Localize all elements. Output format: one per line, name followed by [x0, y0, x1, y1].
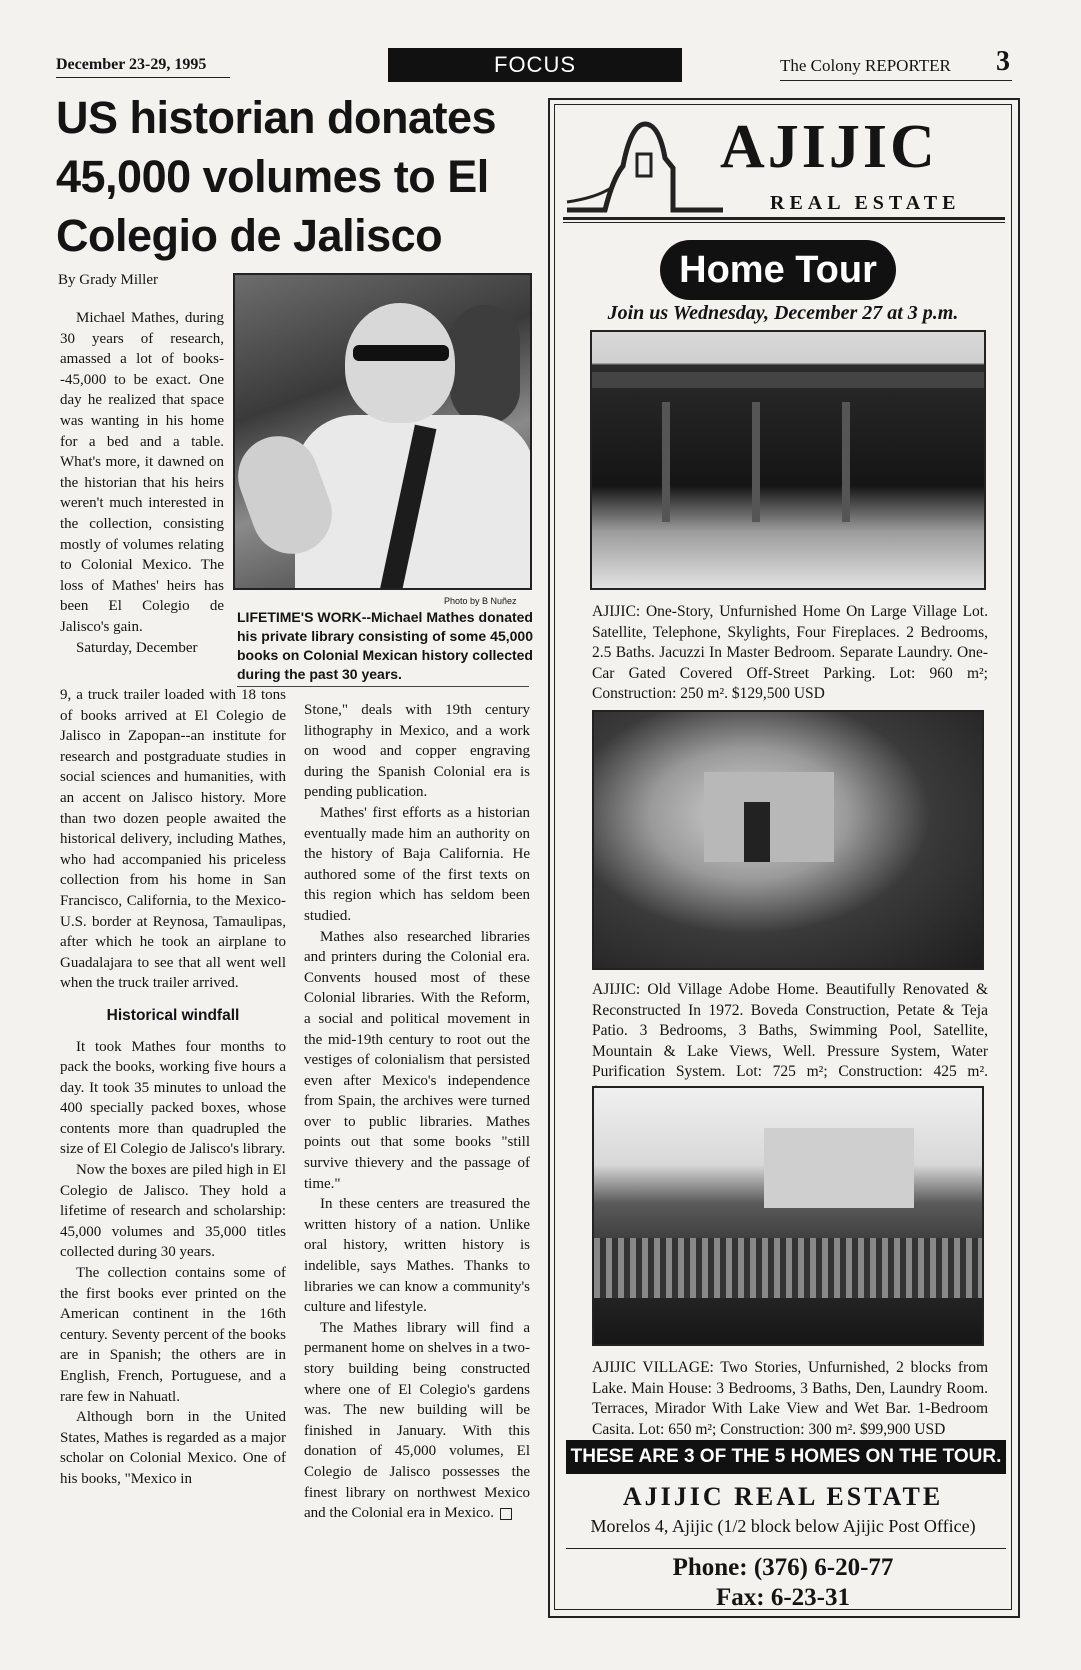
- paragraph: It took Mathes four months to pack the books, working five hours a day. It took 35 minutes to unload the 400 specially packed boxes, whose contents more than quadrupled the size of El Colegio de Jalisco's library.: [60, 1038, 286, 1158]
- article-headline: US historian donates 45,000 volumes to El Colegio de Jalisco: [56, 92, 497, 261]
- logo-arch-icon: [565, 118, 725, 214]
- header-rule: [56, 77, 230, 78]
- listing-3-description: AJIJIC VILLAGE: Two Stories, Unfurnished, 2 blocks from Lake. Main House: 3 Bedrooms, 3 Baths, Den, Laundry Room. Terraces, Mirador With Lake View and Wet Bar. 1-Bedroom Casita. Lot: 650 m²; Construction: 300 m². $99,900 USD: [592, 1359, 988, 1438]
- ad-address: Morelos 4, Ajijic (1/2 block below Ajijic Post Office): [590, 1516, 976, 1536]
- article-photo: [233, 273, 532, 590]
- article-subhead: Historical windfall: [106, 1006, 240, 1024]
- listing-2-photo: [592, 710, 984, 970]
- paragraph: Stone," deals with 19th century lithography in Mexico, and a work on wood and copper engraving during the Spanish Colonial era is pending publication.: [304, 702, 530, 801]
- paragraph: Mathes' first efforts as a historian eventually made him an authority on the history of Baja California. He authored some of the first texts on this region which has seldom been studied.: [304, 804, 530, 924]
- paragraph: In these centers are treasured the written history of a nation. Unlike oral history, written history is indelible, says Mathes. Thanks to libraries we can know a community's culture and lifestyle.: [304, 1196, 530, 1316]
- ad-fax: Fax: 6-23-31: [716, 1584, 850, 1611]
- photo-figure-woman: [450, 305, 520, 425]
- section-banner: FOCUS: [388, 48, 682, 82]
- ad-phone: Phone: (376) 6-20-77: [672, 1554, 894, 1581]
- issue-date: December 23-29, 1995: [56, 56, 207, 73]
- paragraph-text: The Mathes library will find a permanent home on shelves in a two-story building being constructed where one of El Colegio's gardens was. The new building will be finished in January. With this donation of 45,000 volumes, El Colegio de Jalisco possesses the finest library on northwest Mexico and the Colonial era in Mexico.: [304, 1319, 530, 1522]
- photo-door: [744, 802, 770, 862]
- photo-fence: [594, 1238, 982, 1298]
- newspaper-name: The Colony REPORTER: [780, 56, 951, 75]
- listing-2-description: AJIJIC: Old Village Adobe Home. Beautifully Renovated & Reconstructed In 1972. Boveda Construction, Petate & Teja Patio. 3 Bedrooms, 3 Baths, Swimming Pool, Satellite, Mountain & Lake Views, Well. Pressure System, Water Purification System. Lot: 725 m²; Construction: 425 m².: [592, 981, 988, 1081]
- paragraph: Now the boxes are piled high in El Colegio de Jalisco. They hold a lifetime of research and scholarship: 45,000 volumes and 35,000 titles collected during 30 years.: [60, 1162, 286, 1261]
- header-rule-right: [780, 80, 1012, 81]
- paragraph: Although born in the United States, Mathes is regarded as a major scholar on Colonial Mexico. One of his books, "Mexico in: [60, 1409, 286, 1487]
- end-of-story-icon: [500, 1508, 512, 1520]
- paragraph: Michael Mathes, during 30 years of research, amassed a lot of books--45,000 to be exact. One day he realized that space was wanting in his home for a bed and a table. What's more, it dawned on the historian that his heirs weren't much interested in the collection, consisting mostly of volumes relating to Colonial Mexico. The loss of Mathes' heirs has been El Colegio de Jalisco's gain.: [60, 310, 224, 635]
- article-column-1: [60, 685, 286, 1490]
- article-column-1-top: [60, 308, 224, 658]
- photo-post: [842, 402, 850, 522]
- listing-1-photo: [590, 330, 986, 590]
- listing-3-photo: [592, 1086, 984, 1346]
- photo-post: [752, 402, 760, 522]
- tour-notice-band: THESE ARE 3 OF THE 5 HOMES ON THE TOUR.: [566, 1440, 1006, 1474]
- paragraph: 9, a truck trailer loaded with 18 tons of books arrived at El Colegio de Jalisco in Zapopan--an institute for research and postgraduate studies in social sciences and humanities, with an accent on Jalisco history. More than two dozen people awaited the historical delivery, including Mathes, who had accompanied his priceless collection from his home in San Francisco, California, to the Mexico-U.S. border at Reynosa, Tamaulipas, after which he took an airplane to Guadalajara to see that all went well when the truck trailer arrived.: [60, 687, 286, 992]
- page-number: 3: [996, 46, 1010, 77]
- photo-roof: [592, 372, 984, 388]
- article-column-2: [304, 700, 530, 1524]
- logo-rule: [563, 217, 1005, 220]
- listing-1-description: AJIJIC: One-Story, Unfurnished Home On Large Village Lot. Satellite, Telephone, Skylights, Four Fireplaces. 2 Bedrooms, 2.5 Baths. Jacuzzi In Master Bedroom. Separate Laundry. One-Car Gated Covered Off-Street Parking. Lot: 960 m²; Construction: 250 m². $129,500 USD: [592, 603, 988, 703]
- logo-rule-thin: [563, 222, 1005, 223]
- tour-date: Join us Wednesday, December 27 at 3 p.m.: [607, 302, 959, 324]
- ad-brand-sub: REAL ESTATE: [770, 192, 961, 214]
- paragraph: The collection contains some of the first books ever printed on the American continent in the 16th century. Seventy percent of the books are in Spanish; the others are in English, French, Portuguese, and a rare few in Nahuatl.: [60, 1265, 286, 1405]
- ad-footer-brand: AJIJIC REAL ESTATE: [622, 1482, 944, 1511]
- paragraph: Saturday, December: [76, 639, 198, 656]
- home-tour-badge: Home Tour: [660, 240, 896, 300]
- photo-caption: LIFETIME'S WORK--Michael Mathes donated his private library consisting of some 45,000 books on Colonial Mexican history collected during the past 30 years.: [237, 609, 533, 682]
- paragraph: [304, 1318, 530, 1524]
- ad-footer-rule: [566, 1548, 1006, 1549]
- photo-post: [662, 402, 670, 522]
- photo-building: [764, 1128, 914, 1208]
- caption-rule: [237, 686, 529, 687]
- photo-credit: Photo by B Nuñez: [444, 596, 517, 606]
- photo-face: [345, 303, 455, 423]
- article-byline: By Grady Miller: [58, 272, 158, 288]
- paragraph: Mathes also researched libraries and printers during the Colonial era. Convents housed most of these Colonial libraries. With the Reform, a social and political movement in the mid-19th century to root out the vestiges of colonialism that persisted even after Mexico's independence from Spain, the archives were turned over to public libraries. Mathes points out that some books "still survive thievery and the passage of time.": [304, 928, 530, 1192]
- photo-glasses: [353, 345, 449, 361]
- ad-brand: AJIJIC: [720, 113, 938, 181]
